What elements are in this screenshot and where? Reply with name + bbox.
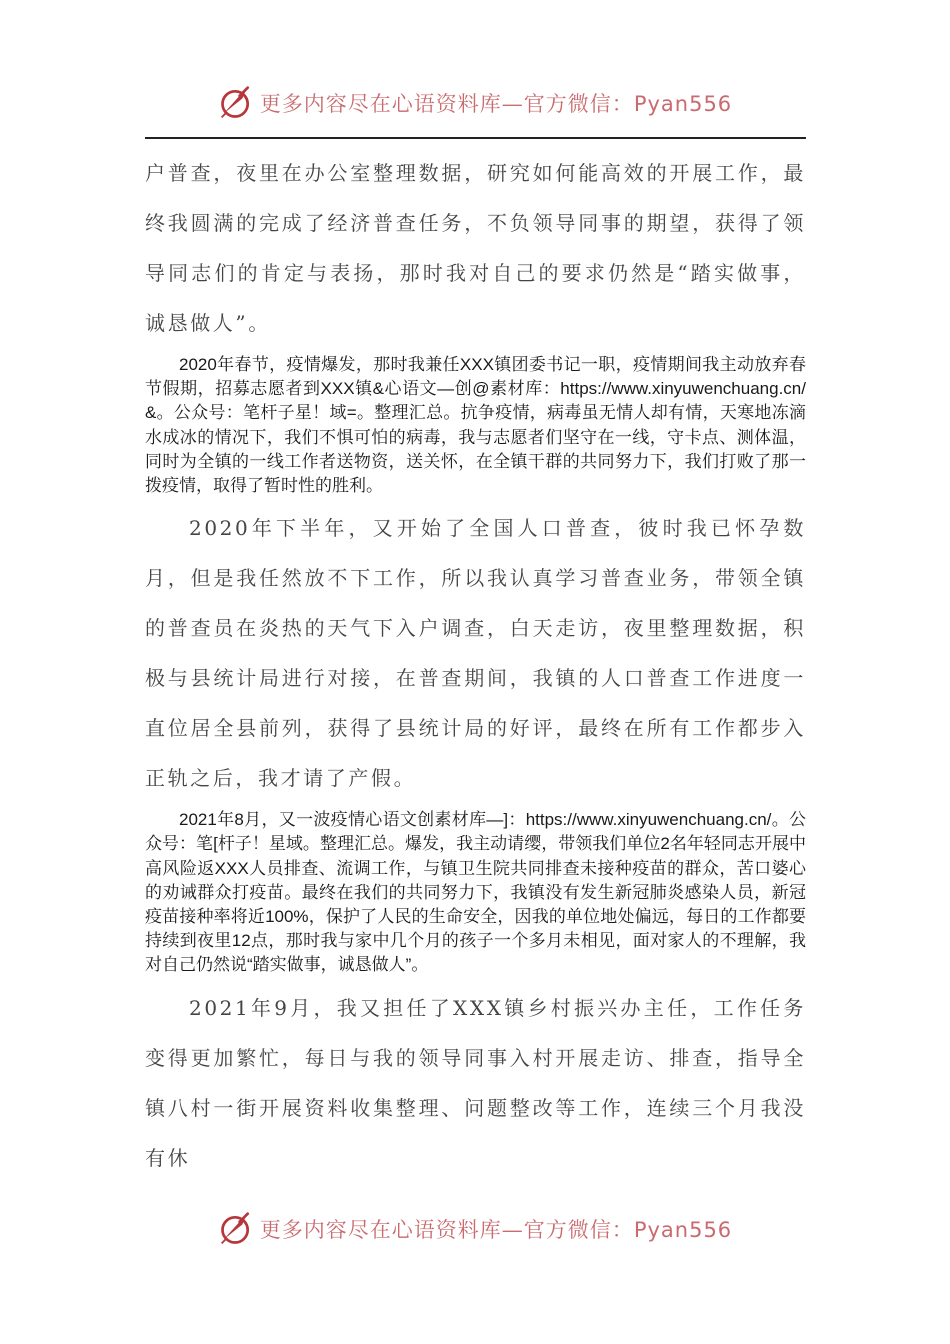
header-banner-text: 更多内容尽在心语资料库—官方微信： bbox=[259, 92, 634, 116]
pen-logo-icon bbox=[218, 1211, 254, 1247]
paragraph-1: 户普查，夜里在办公室整理数据，研究如何能高效的开展工作，最终我圆满的完成了经济普查任务，不负领导同事的期望，获得了领导同志们的肯定与表扬，那时我对自己的要求仍然是“踏实做事，诚恳做人”。 bbox=[145, 161, 806, 335]
page-footer bbox=[0, 1204, 950, 1254]
page-header bbox=[0, 78, 950, 128]
footer-banner-text: 更多内容尽在心语资料库—官方微信： bbox=[259, 1218, 634, 1242]
header-banner bbox=[260, 88, 732, 118]
paragraph-5: 2021年9月，我又担任了XXX镇乡村振兴办主任，工作任务变得更加繁忙，每日与我的领导同事入村开展走访、排查，指导全镇八村一街开展资料收集整理、问题整改等工作，连续三个月我没有休 bbox=[145, 995, 806, 1170]
pen-logo-icon bbox=[218, 85, 254, 121]
paragraph-2: 2020年春节，疫情爆发，那时我兼任XXX镇团委书记一职，疫情期间我主动放弃春节假期，招募志愿者到XXX镇&心语文—创@素材库：https://www.xinyuwenchuang.cn/&。公众号：笔杆子星！域=。整理汇总。抗争疫情，病毒虽无情人却有情，天寒地冻滴水成冰的情况下，我们不惧可怕的病毒，我与志愿者们坚守在一线，守卡点、测体温，同时为全镇的一线工作者送物资，送关怀，在全镇干群的共同努力下，我们打败了那一拨疫情，取得了暂时性的胜利。 bbox=[145, 355, 806, 496]
paragraph-3: 2020年下半年，又开始了全国人口普查，彼时我已怀孕数月，但是我任然放不下工作，所以我认真学习普查业务，带领全镇的普查员在炎热的天气下入户调查，白天走访，夜里整理数据，积极与县统计局进行对接，在普查期间，我镇的人口普查工作进度一直位居全县前列，获得了县统计局的好评，最终在所有工作都步入正轨之后，我才请了产假。 bbox=[145, 516, 806, 791]
header-divider bbox=[145, 137, 806, 139]
footer-wechat-id: Pyan556 bbox=[633, 1218, 733, 1242]
paragraph-4: 2021年8月，又一波疫情心语文创素材库—]：https://www.xinyuwenchuang.cn/。公众号：笔[杆子！星域。整理汇总。爆发，我主动请缨，带领我们单位2名年轻同志开展中高风险返XXX人员排查、流调工作，与镇卫生院共同排查未接种疫苗的群众，苦口婆心的劝诫群众打疫苗。最终在我们的共同努力下，我镇没有发生新冠肺炎感染人员，新冠疫苗接种率将近100%，保护了人民的生命安全，因我的单位地处偏远，每日的工作都要持续到夜里12点，那时我与家中几个月的孩子一个多月未相见，面对家人的不理解，我对自己仍然说“踏实做事，诚恳做人”。 bbox=[145, 810, 806, 975]
header-wechat-id: Pyan556 bbox=[633, 92, 733, 116]
footer-banner bbox=[260, 1214, 732, 1244]
document-body bbox=[145, 148, 806, 1183]
